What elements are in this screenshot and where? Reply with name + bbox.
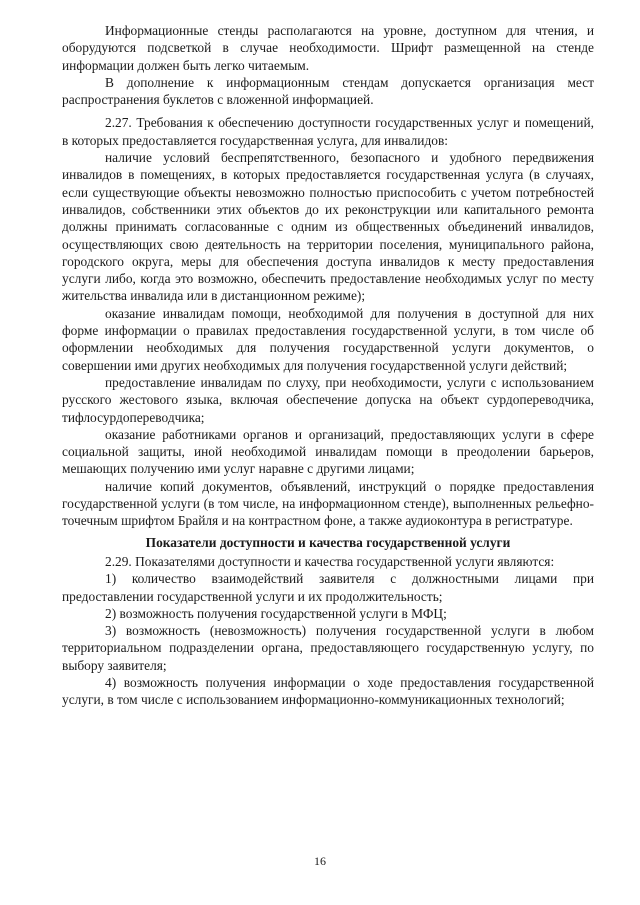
paragraph: 2) возможность получения государственной услуги в МФЦ; bbox=[105, 605, 447, 621]
paragraph: оказание работниками органов и организаций, предоставляющих услуги в сфере социальной защиты, иной необходимой инвалидам помощи в преодолении барьеров, мешающих получению ими услуг наравне с другими лицами; bbox=[62, 426, 594, 477]
paragraph: 1) количество взаимодействий заявителя с должностными лицами при предоставлении государственной услуги и их продолжительность; bbox=[62, 571, 594, 604]
paragraph: 3) возможность (невозможность) получения государственной услуги в любом территориальном подразделении органа, предоставляющего государственную услугу, по выбору заявителя; bbox=[62, 623, 594, 673]
paragraph: наличие условий беспрепятственного, безопасного и удобного передвижения инвалидов в помещениях, в которых предоставляется государственная услуга (в случаях, если существующие объекты невозможно полностью приспособить с учетом потребностей инвалидов, собственники этих объектов до их реконструкции или капитального ремонта должны принимать согласованные с одним из общественных объединений инвалидов, осуществляющих свою деятельность на территории поселения, муниципального района, городского округа, меры для обеспечения доступа инвалидов к месту предоставления услуги либо, когда это возможно, обеспечить предоставление необходимых услуг по месту жительства инвалида или в дистанционном режиме); bbox=[62, 150, 594, 304]
page-number: 16 bbox=[314, 854, 326, 868]
paragraph: 2.29. Показателями доступности и качества государственной услуги являются: bbox=[105, 553, 555, 569]
paragraph: наличие копий документов, объявлений, инструкций о порядке предоставления государственной услуги (в том числе, на информационном стенде), выполненных рельефно-точечным шрифтом Брайля и на контрастном фоне, а также аудиоконтура в регистратуре. bbox=[62, 478, 594, 529]
paragraph: 4) возможность получения информации о ходе предоставления государственной услуги, в том числе с использованием информационно-коммуникационных технологий; bbox=[62, 674, 594, 708]
paragraph: В дополнение к информационным стендам допускается организация мест распространения буклетов с вложенной информацией. bbox=[62, 74, 594, 108]
paragraph: предоставление инвалидам по слуху, при необходимости, услуги с использованием русского жестового языка, включая обеспечение допуска на объект сурдопереводчика, тифлосурдопереводчика; bbox=[62, 374, 594, 425]
section-heading: Показатели доступности и качества государственной услуги bbox=[145, 534, 511, 550]
paragraph: оказание инвалидам помощи, необходимой для получения в доступной для них форме информации о правилах предоставления государственной услуги, в том числе об оформлении необходимых для получения государственной услуги документов, о совершении ими других необходимых для получения государственной услуги действий; bbox=[62, 305, 594, 373]
paragraph: 2.27. Требования к обеспечению доступности государственных услуг и помещений, в которых предоставляется государственная услуга, для инвалидов: bbox=[62, 115, 594, 148]
paragraph: Информационные стенды располагаются на уровне, доступном для чтения, и оборудуются подсветкой в случае необходимости. Шрифт размещенной на стенде информации должен быть легко читаемым. bbox=[62, 23, 594, 73]
document-page bbox=[62, 22, 594, 709]
